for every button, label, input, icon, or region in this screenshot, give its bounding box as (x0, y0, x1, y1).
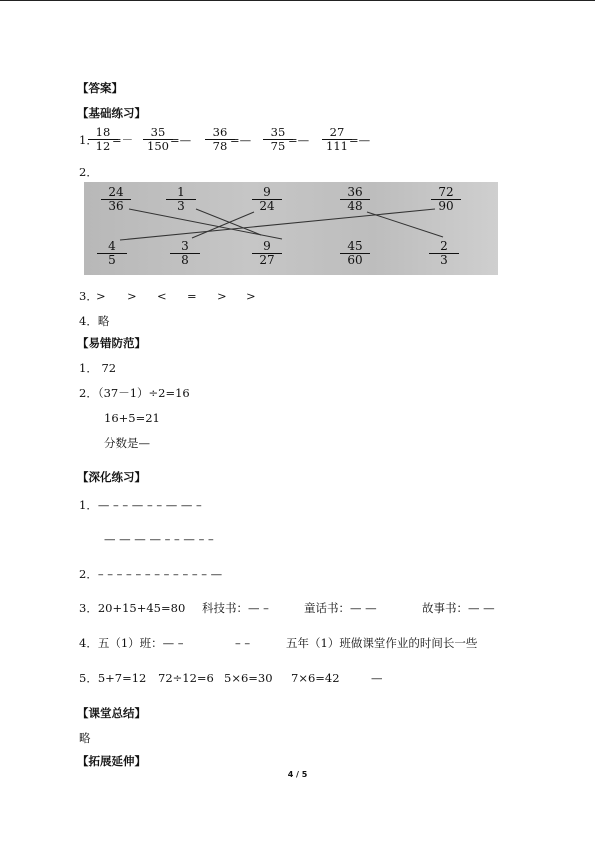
comparison-symbol: > (246, 289, 256, 303)
class-summary-heading: 【课堂总结】 (77, 706, 146, 720)
denominator: 75 (270, 139, 286, 153)
matching-diagram (84, 182, 498, 275)
extension-heading: 【拓展延伸】 (77, 754, 146, 768)
numerator: 35 (263, 126, 293, 140)
page-number: 4 / 5 (287, 770, 308, 779)
deep-q4-blank: – – (235, 636, 251, 650)
comparison-symbol: = (187, 289, 197, 303)
numerator: 1 (166, 186, 196, 200)
deep-q3-fairy-tale-books: 童话书：— — (304, 601, 377, 615)
match-top-fraction (252, 186, 282, 213)
numerator: 9 (252, 186, 282, 200)
basic-q1-label: 1． (79, 133, 98, 147)
comparison-symbol: < (157, 289, 167, 303)
denominator: 24 (259, 199, 275, 213)
denominator: 90 (438, 199, 454, 213)
denominator: 3 (177, 199, 185, 213)
deep-q1-line2: — — — — – – — – – (104, 532, 214, 546)
match-bottom-fraction (429, 240, 459, 267)
error-prevention-heading: 【易错防范】 (77, 336, 146, 350)
numerator: 45 (340, 240, 370, 254)
error-q2-line3: 分数是— (104, 436, 150, 450)
top-rule (0, 0, 595, 1)
numerator: 36 (340, 186, 370, 200)
fraction (143, 126, 173, 153)
equals-blank: =— (230, 133, 252, 147)
deep-q4-conclusion: 五年（1）班做课堂作业的时间长一些 (286, 636, 478, 650)
equals-blank: =— (349, 133, 371, 147)
numerator: 72 (431, 186, 461, 200)
deep-q5-step3: 5×6=30 (224, 671, 273, 685)
deep-q4-class: 4．五（1）班：— – (79, 636, 184, 650)
denominator: 48 (347, 199, 363, 213)
numerator: 9 (252, 240, 282, 254)
fraction (322, 126, 352, 153)
deep-q2: 2．– – – – – – – – – – – – — (79, 567, 223, 581)
deep-q5-step2: 72÷12=6 (158, 671, 214, 685)
match-top-fraction (166, 186, 196, 213)
class-summary-body: 略 (79, 731, 91, 745)
denominator: 27 (259, 253, 275, 267)
basic-q2-label: 2． (79, 165, 98, 179)
denominator: 3 (440, 253, 448, 267)
match-top-fraction (340, 186, 370, 213)
comparison-symbol: > (127, 289, 137, 303)
denominator: 8 (181, 253, 189, 267)
denominator: 150 (147, 139, 169, 153)
match-top-fraction (431, 186, 461, 213)
numerator: 27 (322, 126, 352, 140)
basic-q3-label: 3． (79, 289, 98, 303)
deep-q3-story-books: 故事书：— — (422, 601, 495, 615)
match-bottom-fraction (170, 240, 200, 267)
match-bottom-fraction (252, 240, 282, 267)
deep-q5-answer: — (371, 671, 383, 685)
basic-practice-heading: 【基础练习】 (77, 106, 146, 120)
comparison-symbol: > (217, 289, 227, 303)
denominator: 111 (326, 139, 348, 153)
numerator: 2 (429, 240, 459, 254)
comparison-symbol: > (96, 289, 106, 303)
match-bottom-fraction (97, 240, 127, 267)
equals-blank: =— (170, 133, 192, 147)
basic-q4: 4．略 (79, 314, 110, 328)
numerator: 24 (101, 186, 131, 200)
equals-blank: =— (288, 133, 310, 147)
deep-practice-heading: 【深化练习】 (77, 470, 146, 484)
equals-blank: =－ (112, 133, 134, 147)
denominator: 12 (95, 139, 111, 153)
error-q1: 1． 72 (79, 361, 117, 375)
match-line (192, 212, 254, 238)
deep-q1-line1: 1．— – – — – – — — – (79, 498, 202, 512)
deep-q3-science-books: 科技书：— – (202, 601, 269, 615)
numerator: 3 (170, 240, 200, 254)
numerator: 18 (88, 126, 118, 140)
denominator: 36 (108, 199, 124, 213)
numerator: 36 (205, 126, 235, 140)
answer-heading: 【答案】 (77, 81, 123, 95)
deep-q5-step1: 5．5+7=12 (79, 671, 147, 685)
error-q2-line1: 2．（37－1）÷2=16 (79, 386, 190, 400)
deep-q5-step4: 7×6=42 (291, 671, 340, 685)
numerator: 35 (143, 126, 173, 140)
denominator: 78 (212, 139, 228, 153)
numerator: 4 (97, 240, 127, 254)
match-top-fraction (101, 186, 131, 213)
deep-q3-calc: 3．20+15+45=80 (79, 601, 186, 615)
match-line (367, 212, 443, 237)
error-q2-line2: 16+5=21 (104, 411, 160, 425)
match-bottom-fraction (340, 240, 370, 267)
match-line (120, 209, 435, 240)
denominator: 60 (347, 253, 363, 267)
denominator: 5 (108, 253, 116, 267)
